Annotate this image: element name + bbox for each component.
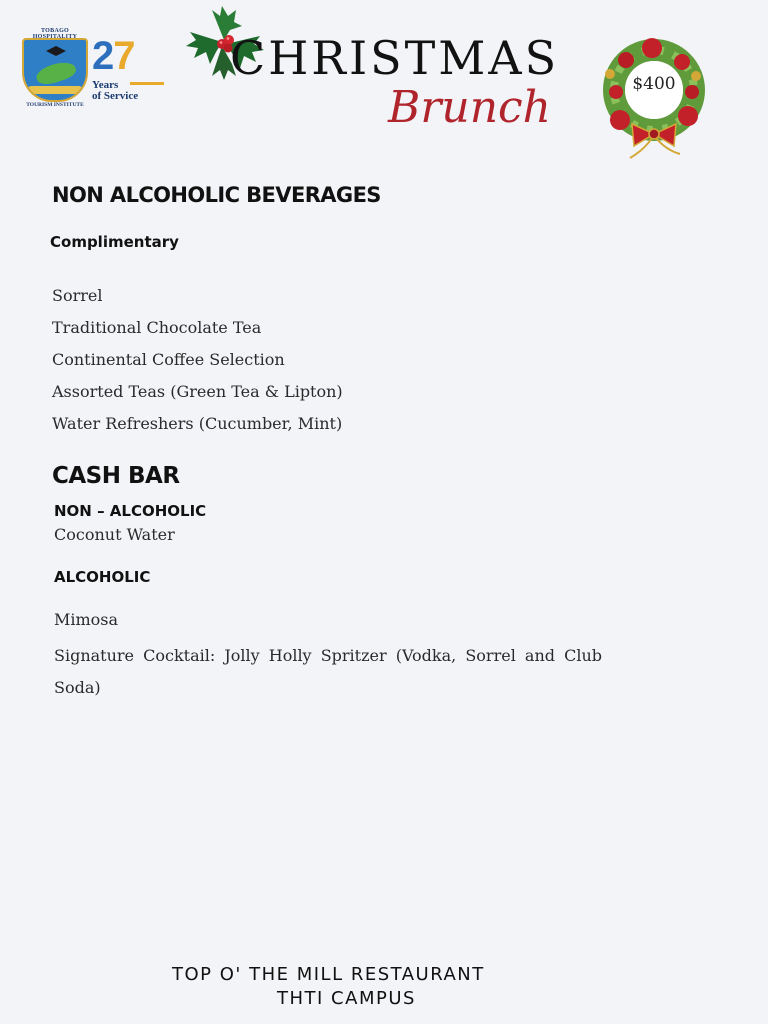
banner-ribbon-icon: [28, 86, 82, 94]
logo-bottom-text: TOURISM INSTITUTE: [26, 102, 84, 108]
anniversary-number: [92, 36, 135, 76]
subheading-non-alcoholic: NON – ALCOHOLIC: [54, 502, 207, 520]
menu-item: Traditional Chocolate Tea: [52, 318, 262, 337]
menu-item: Mimosa: [54, 610, 119, 629]
menu-item: Assorted Teas (Green Tea & Lipton): [52, 382, 343, 401]
island-icon: [34, 58, 78, 87]
footer-campus: THTI CAMPUS: [277, 988, 416, 1009]
logo-top-text: TOBAGO HOSPITALITY: [32, 28, 78, 40]
price-label: $400: [632, 74, 676, 94]
menu-item: Water Refreshers (Cucumber, Mint): [52, 414, 343, 433]
graduation-cap-icon: [46, 46, 66, 56]
menu-item: Sorrel: [52, 286, 103, 305]
menu-item: Continental Coffee Selection: [52, 350, 285, 369]
menu-item: Coconut Water: [54, 525, 175, 544]
institute-logo: [20, 28, 152, 108]
menu-item-signature-cocktail: Signature Cocktail: Jolly Holly Spritzer (Vodka, Sorrel and Club Soda): [54, 646, 602, 697]
anniversary-caption-line2: of Service: [92, 90, 139, 102]
page-subtitle: Brunch: [388, 82, 552, 133]
section-subtitle-complimentary: Complimentary: [50, 233, 179, 251]
footer-venue: TOP O' THE MILL RESTAURANT: [172, 964, 485, 985]
section-title-cash-bar: CASH BAR: [52, 463, 180, 489]
christmas-wreath-icon: [596, 34, 712, 162]
subheading-alcoholic: ALCOHOLIC: [54, 568, 151, 586]
anniversary-caption-line1: Years: [92, 79, 119, 91]
page-title: CHRISTMAS: [230, 31, 560, 85]
shield-emblem-icon: [22, 38, 88, 102]
logo-accent-bar: [130, 82, 164, 85]
section-title-non-alcoholic: NON ALCOHOLIC BEVERAGES: [52, 183, 381, 207]
anniversary-number-digit: 7: [113, 34, 135, 78]
anniversary-number-text: 2: [92, 34, 114, 78]
